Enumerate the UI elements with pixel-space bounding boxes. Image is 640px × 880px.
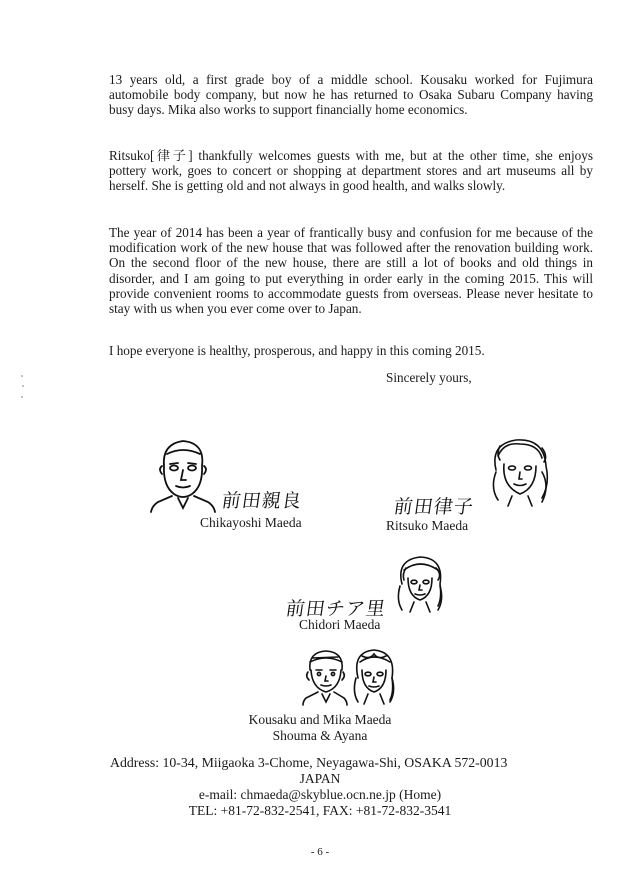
- paragraph-2: Ritsuko[律子] thankfully welcomes guests with me, but at the other time, she enjoys pottery work, goes to concert or shopping at department stores and art museums all by herself. She is getting old and not always in good health, and walks slowly.: [109, 148, 593, 194]
- chikayoshi-portrait: [150, 436, 216, 514]
- chidori-signature: 前田チア里: [284, 598, 388, 620]
- kousaku-portrait: [302, 648, 348, 706]
- chikayoshi-name: Chikayoshi Maeda: [200, 515, 302, 530]
- phone-fax-line: TEL: +81-72-832-2541, FAX: +81-72-832-3541: [188, 803, 452, 818]
- chidori-portrait: [394, 554, 446, 614]
- paragraph-3: The year of 2014 has been a year of frantically busy and confusion for me because of the modification work of the new house that was followed after the renovation building work. On the second floor of the new house, there are still a lot of books and old things in disorder, and I am going to put everything in order early in the coming 2015. This will provide convenient rooms to accommodate guests from overseas. Please never hesitate to stay with us when you ever come over to Japan.: [109, 225, 593, 317]
- email-line: e-mail: chmaeda@skyblue.ocn.ne.jp (Home): [198, 787, 442, 802]
- ritsuko-portrait: [486, 436, 554, 508]
- ritsuko-signature: 前田律子: [392, 496, 476, 518]
- chidori-name: Chidori Maeda: [299, 617, 381, 632]
- paragraph-4: I hope everyone is healthy, prosperous, and happy in this coming 2015.: [109, 343, 485, 358]
- mika-portrait: [350, 648, 398, 706]
- family-names-line1: Kousaku and Mika Maeda: [248, 712, 392, 727]
- closing-line: Sincerely yours,: [386, 370, 472, 385]
- page-number: - 6 -: [310, 846, 330, 858]
- chikayoshi-signature: 前田親良: [220, 490, 304, 512]
- ritsuko-name: Ritsuko Maeda: [386, 518, 469, 533]
- address-line: Address: 10-34, Miigaoka 3-Chome, Neyagawa-Shi, OSAKA 572-0013: [110, 755, 508, 770]
- paragraph-1: 13 years old, a first grade boy of a middle school. Kousaku worked for Fujimura automobile body company, but now he has returned to Osaka Subaru Company having busy days. Mika also works to support financially home economics.: [109, 72, 593, 118]
- address-country: JAPAN: [299, 771, 341, 786]
- family-names-line2: Shouma & Ayana: [272, 728, 368, 743]
- scan-dots: [20, 372, 26, 402]
